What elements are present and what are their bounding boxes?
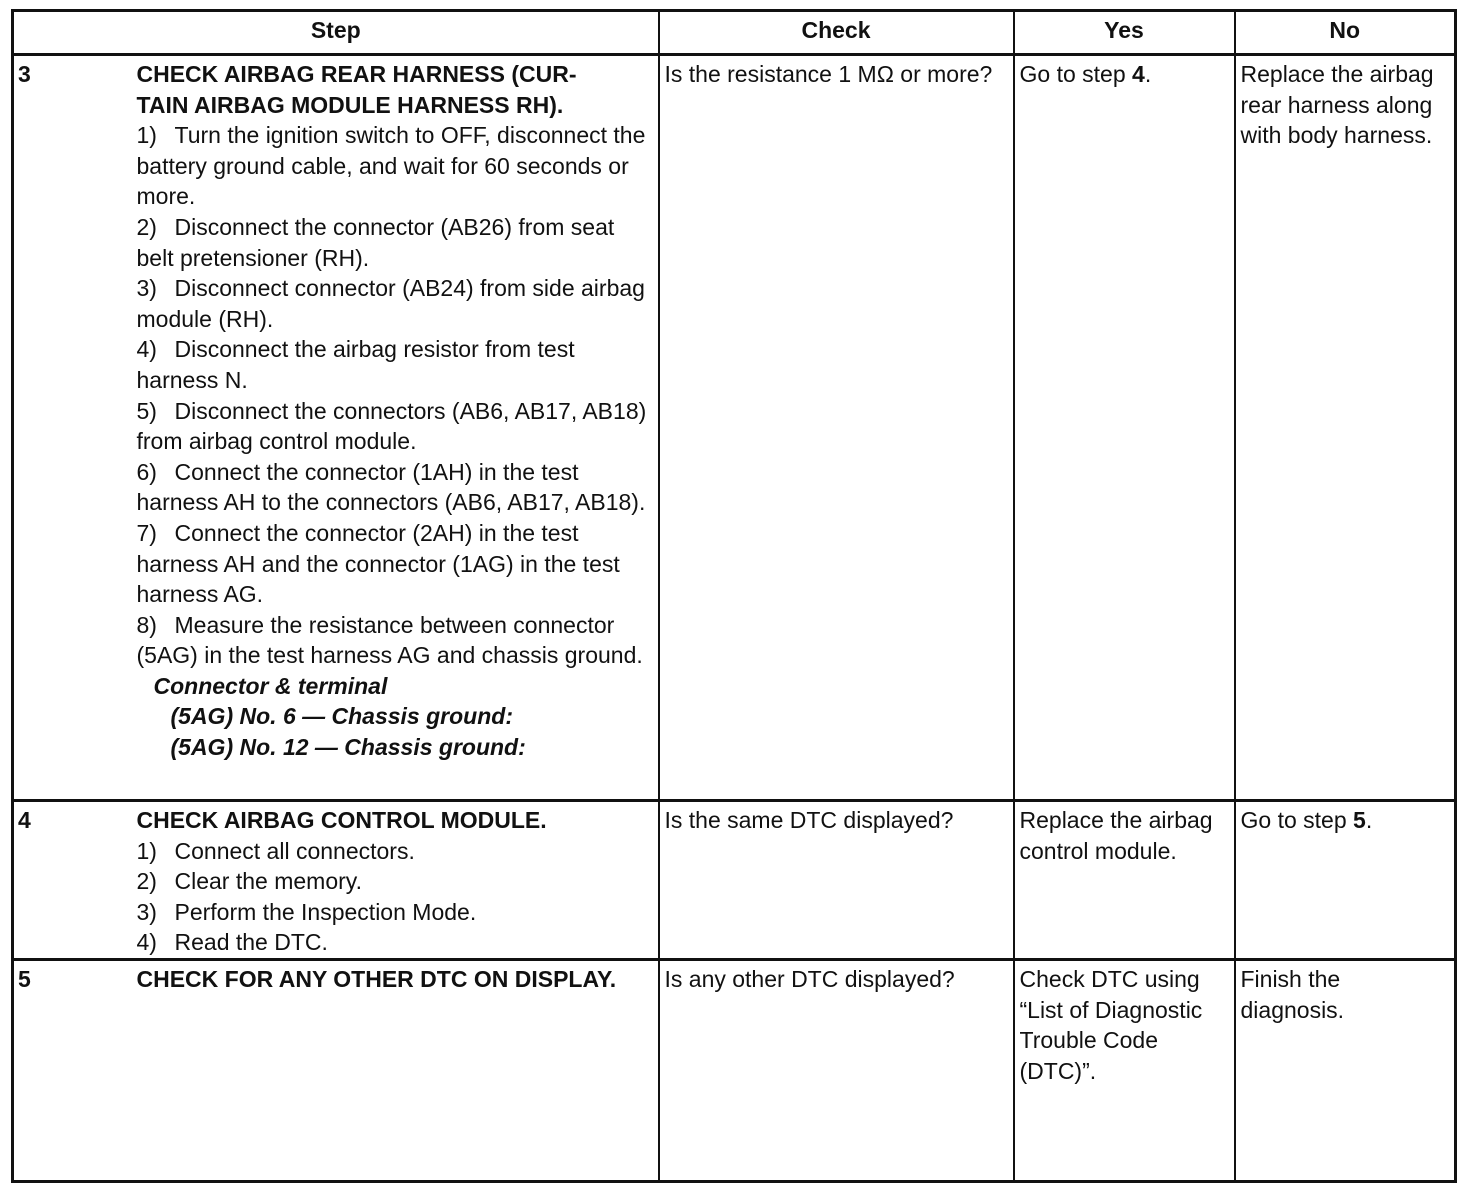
substep: 2) Disconnect the connector (AB26) from seat belt pretensioner (RH).: [136, 213, 615, 271]
step-number: 3: [13, 55, 135, 801]
yes-cell: Check DTC using “List of Diagnostic Trouble Code (DTC)”.: [1014, 960, 1235, 1182]
no-cell: Finish the diagnosis.: [1235, 960, 1456, 1182]
check-cell: Is any other DTC displayed?: [659, 960, 1014, 1182]
no-cell: Go to step 5.: [1235, 801, 1456, 960]
step-title-line: TAIN AIRBAG MODULE HARNESS RH).: [136, 91, 564, 118]
check-cell: Is the resistance 1 MΩ or more?: [659, 55, 1014, 801]
no-cell: Replace the airbag rear harness along with body harness.: [1235, 55, 1456, 801]
substep: 1) Turn the ignition switch to OFF, disconnect the battery ground cable, and wait for 60 seconds or more.: [136, 122, 646, 210]
substep: 7) Connect the connector (2AH) in the test harness AH and the connector (1AG) in the test harness AG.: [136, 519, 620, 608]
header-check: Check: [659, 11, 1014, 55]
check-cell: Is the same DTC displayed?: [659, 801, 1014, 960]
header-step: Step: [13, 11, 659, 55]
step-description: [135, 960, 659, 1182]
spec-heading: Connector & terminal: [153, 672, 388, 699]
spec-line: (5AG) No. 6 — Chassis ground:: [170, 703, 513, 730]
step-title: [137, 59, 654, 120]
yes-cell: Replace the airbag control module.: [1014, 801, 1235, 960]
yes-cell: Go to step 4.: [1014, 55, 1235, 801]
header-yes: Yes: [1014, 11, 1235, 55]
substep: 5) Disconnect the connectors (AB6, AB17, AB18) from airbag control module.: [136, 397, 647, 455]
table-header-row: [13, 11, 1456, 55]
step-title: CHECK FOR ANY OTHER DTC ON DISPLAY.: [136, 966, 617, 992]
step-number: 4: [13, 801, 135, 960]
table-row: [13, 960, 1456, 1182]
table-row: [13, 55, 1456, 801]
spec-line: (5AG) No. 12 — Chassis ground:: [170, 734, 526, 761]
substep: 1) Connect all connectors.: [136, 837, 415, 864]
substep: 4) Disconnect the airbag resistor from test harness N.: [136, 336, 575, 393]
step-title: CHECK AIRBAG CONTROL MODULE.: [136, 807, 547, 833]
diagnostic-table: [11, 9, 1457, 1183]
substep: 3) Disconnect connector (AB24) from side airbag module (RH).: [136, 275, 645, 332]
substep: 4) Read the DTC.: [136, 929, 328, 956]
header-no: No: [1235, 11, 1456, 55]
substep: 2) Clear the memory.: [136, 868, 362, 895]
table-row: [13, 801, 1456, 960]
step-reference: 5: [1353, 807, 1366, 833]
step-title-line: CHECK AIRBAG REAR HARNESS (CUR-: [136, 61, 577, 87]
step-reference: 4: [1132, 61, 1145, 87]
substep: 8) Measure the resistance between connector (5AG) in the test harness AG and chassis ground.: [136, 611, 643, 669]
step-number: 5: [13, 960, 135, 1182]
substep: 6) Connect the connector (1AH) in the test harness AH to the connectors (AB6, AB17, AB18).: [136, 458, 646, 516]
step-description: [135, 801, 659, 960]
substep: 3) Perform the Inspection Mode.: [136, 898, 477, 925]
step-description: [135, 55, 659, 801]
